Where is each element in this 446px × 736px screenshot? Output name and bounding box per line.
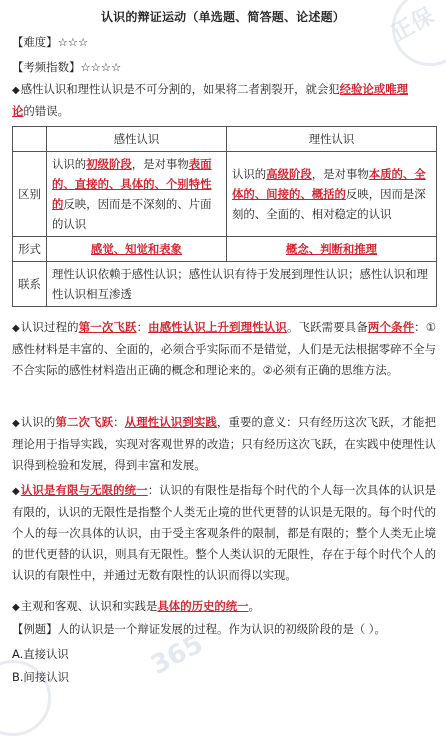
option-b: B.间接认识 (12, 670, 69, 684)
example-label: 【例题】 (12, 622, 58, 636)
bullet-diamond-icon: ◆ (12, 602, 20, 613)
bullet-diamond-icon: ◆ (12, 486, 20, 497)
frequency-stars: ☆☆☆☆ (80, 60, 122, 74)
example-question: 【例题】人的认识是一个辩证发展的过程。作为认识的初级阶段的是（ ）。 (12, 622, 386, 636)
watermark-text: 正保 (387, 3, 439, 47)
watermark-number: 365 (146, 629, 209, 681)
difficulty-line (12, 34, 88, 50)
option-a: A.直接认识 (12, 647, 69, 661)
difficulty-label: 【难度】 (12, 35, 58, 49)
page-title: 认识的辩证运动（单选题、简答题、论述题） (100, 10, 345, 24)
first-leap-paragraph: ◆认识过程的第一次飞跃：由感性认识上升到理性认识。飞跃需要具备两个条件：①感性材料是丰富的、全面的，必须合乎实际而不是错觉，人们是无法根据零碎不全与不合实际的感性材料造出正确的概念和理论来的。②必须有正确的思维方法。 (12, 320, 436, 377)
cell-rational-form: 概念、判断和推理 (227, 237, 437, 262)
column-header-rational: 理性认识 (227, 127, 437, 152)
history-paragraph: ◆主观和客观、认识和实践是具体的历史的统一。 (12, 599, 260, 613)
second-leap-paragraph: ◆认识的第二次飞跃：从理性认识到实践，重要的意义：只有经历这次飞跃，才能把理论用于指导实践，实现对客观世界的改造；只有经历这次飞跃，在实践中使理性认识得到检验和发展，得到丰富和发展。 (12, 415, 436, 472)
intro-paragraph: ◆感性认识和理性认识是不可分割的，如果将二者割裂开，就会犯经验论或唯理 论的错误。 (12, 82, 409, 118)
cell-rational-difference: 认识的高级阶段，是对事物本质的、全体的、间接的、概括的反映，因而是深刻的、全面的、相对稳定的认识 (227, 152, 437, 237)
cell-perceptual-form: 感觉、知觉和表象 (47, 237, 227, 262)
comparison-table (12, 126, 437, 307)
unity-paragraph: ◆认识是有限与无限的统一：认识的有限性是指每个时代的个人每一次具体的认识是有限的，认识的无限性是指整个人类无止境的世代更替的认识是无限的。每个时代的个人的每一次具体的认识，由于受主客观条件的限制，都是有限的；整个人类无止境的世代更替的认识，则具有无限性。整个人类认识的无限性，存在于每个时代个人的认识的有限性中，并通过无数有限性的认识而得以实现。 (12, 483, 436, 582)
cell-perceptual-difference: 认识的初级阶段，是对事物表面的、直接的、具体的、个别特性的反映，因而是不深刻的、片面的认识 (47, 152, 227, 237)
bullet-diamond-icon: ◆ (12, 85, 20, 96)
row-label-difference: 区别 (13, 152, 47, 237)
row-label-connection: 联系 (13, 262, 47, 307)
table-corner (13, 127, 47, 152)
frequency-line (12, 59, 121, 75)
bullet-diamond-icon: ◆ (12, 418, 20, 429)
frequency-label: 【考频指数】 (12, 60, 81, 74)
column-header-perceptual: 感性认识 (47, 127, 227, 152)
cell-connection: 理性认识依赖于感性认识；感性认识有待于发展到理性认识；感性认识和理性认识相互渗透 (47, 262, 437, 307)
difficulty-stars: ☆☆☆ (57, 35, 89, 49)
row-label-form: 形式 (13, 237, 47, 262)
bullet-diamond-icon: ◆ (12, 323, 20, 334)
